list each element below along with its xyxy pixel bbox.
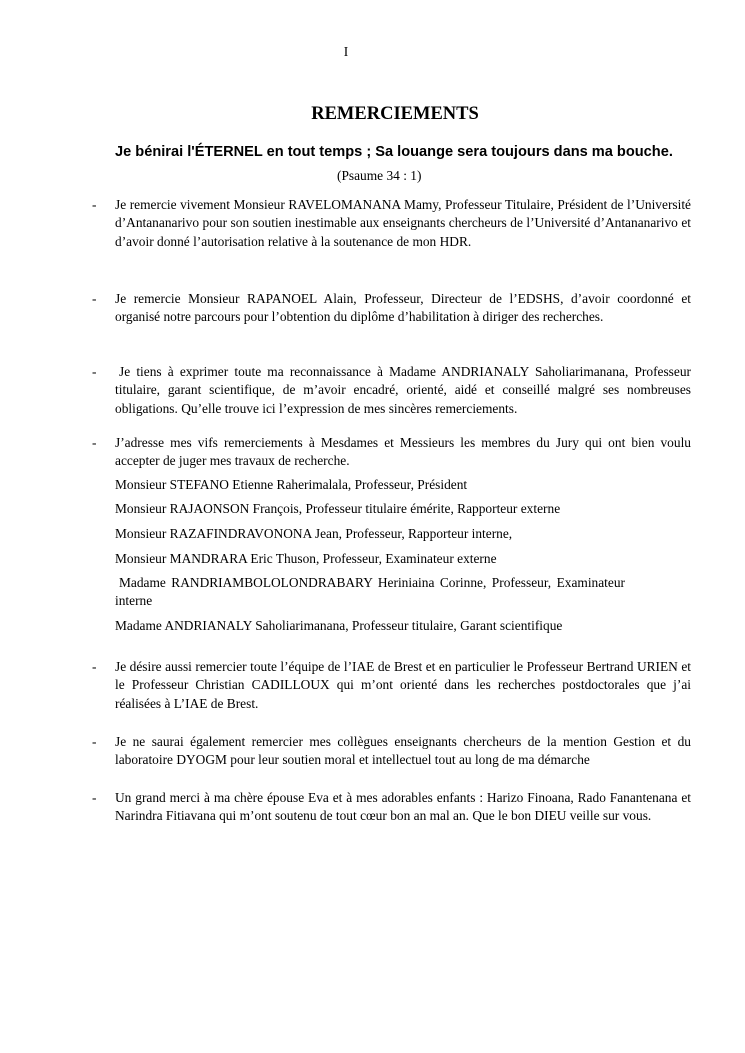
- acknowledgement-item: [92, 196, 691, 251]
- page-title: REMERCIEMENTS: [311, 104, 479, 124]
- acknowledgement-text: Je ne saurai également remercier mes collègues enseignants chercheurs de la mention Gestion et du laboratoire DYOGM pour leur soutien moral et intellectuel tout au long de ma démarche: [115, 734, 691, 768]
- bullet-dash: -: [92, 790, 97, 805]
- acknowledgement-text: J’adresse mes vifs remerciements à Mesdames et Messieurs les membres du Jury qui ont bien voulu accepter de juger mes travaux de recherche.: [115, 435, 691, 469]
- jury-member: [115, 476, 625, 494]
- jury-member-text: Monsieur STEFANO Etienne Raherimalala, Professeur, Président: [115, 477, 468, 492]
- acknowledgement-text: Je remercie Monsieur RAPANOEL Alain, Professeur, Directeur de l’EDSHS, d’avoir coordonné et organisé notre parcours pour l’obtention du diplôme d’habilitation à diriger des recherches.: [115, 291, 691, 325]
- jury-member-text: Monsieur MANDRARA Eric Thuson, Professeur, Examinateur externe: [115, 551, 497, 566]
- acknowledgement-item: [92, 290, 691, 327]
- jury-member: [115, 500, 625, 518]
- acknowledgement-item: [92, 789, 691, 826]
- epigraph: Je bénirai l'ÉTERNEL en tout temps ; Sa louange sera toujours dans ma bouche.: [115, 144, 673, 160]
- acknowledgement-item: [92, 733, 691, 770]
- jury-member-text: Monsieur RAZAFINDRAVONONA Jean, Professeur, Rapporteur interne,: [115, 526, 513, 541]
- jury-member: [115, 550, 625, 568]
- jury-member-text: Madame RANDRIAMBOLOLONDRABARY Heriniaina Corinne, Professeur, Examinateur interne: [115, 575, 625, 609]
- epigraph-citation: (Psaume 34 : 1): [337, 168, 422, 183]
- bullet-dash: -: [92, 659, 97, 674]
- jury-member: [115, 617, 625, 635]
- bullet-dash: -: [92, 435, 97, 450]
- acknowledgement-text: Je tiens à exprimer toute ma reconnaissance à Madame ANDRIANALY Saholiarimanana, Professeur titulaire, garant scientifique, de m’avoir encadré, orienté, aidé et conseillé malgré ses nombreuses obligations. Qu’elle trouve ici l’expression de mes sincères remerciements.: [115, 364, 691, 416]
- acknowledgement-text: Je désire aussi remercier toute l’équipe de l’IAE de Brest et en particulier le Professeur Bertrand URIEN et le Professeur Christian CADILLOUX qui m’ont orienté dans les recherches postdoctorales que j’ai réalisées à L’IAE de Brest.: [115, 659, 691, 711]
- page-number: I: [343, 44, 349, 59]
- acknowledgement-item: [92, 363, 691, 418]
- bullet-dash: -: [92, 734, 97, 749]
- bullet-dash: -: [92, 197, 97, 212]
- bullet-dash: -: [92, 364, 97, 379]
- jury-member: [115, 525, 625, 543]
- acknowledgement-text: Un grand merci à ma chère épouse Eva et à mes adorables enfants : Harizo Finoana, Rado Fanantenana et Narindra Fitiavana qui m’ont soutenu de tout cœur bon an mal an. Que le bon DIEU veille sur vous.: [115, 790, 691, 824]
- bullet-dash: -: [92, 291, 97, 306]
- acknowledgement-item: [92, 658, 691, 713]
- acknowledgement-item: [92, 434, 691, 471]
- jury-member: [115, 574, 625, 611]
- jury-member-text: Madame ANDRIANALY Saholiarimanana, Professeur titulaire, Garant scientifique: [115, 618, 563, 633]
- acknowledgement-text: Je remercie vivement Monsieur RAVELOMANANA Mamy, Professeur Titulaire, Président de l’Université d’Antananarivo pour son soutien inestimable aux enseignants chercheurs de l’Université d’Antananarivo et d’avoir donné l’autorisation relative à la soutenance de mon HDR.: [115, 197, 691, 249]
- jury-member-text: Monsieur RAJAONSON François, Professeur titulaire émérite, Rapporteur externe: [115, 501, 561, 516]
